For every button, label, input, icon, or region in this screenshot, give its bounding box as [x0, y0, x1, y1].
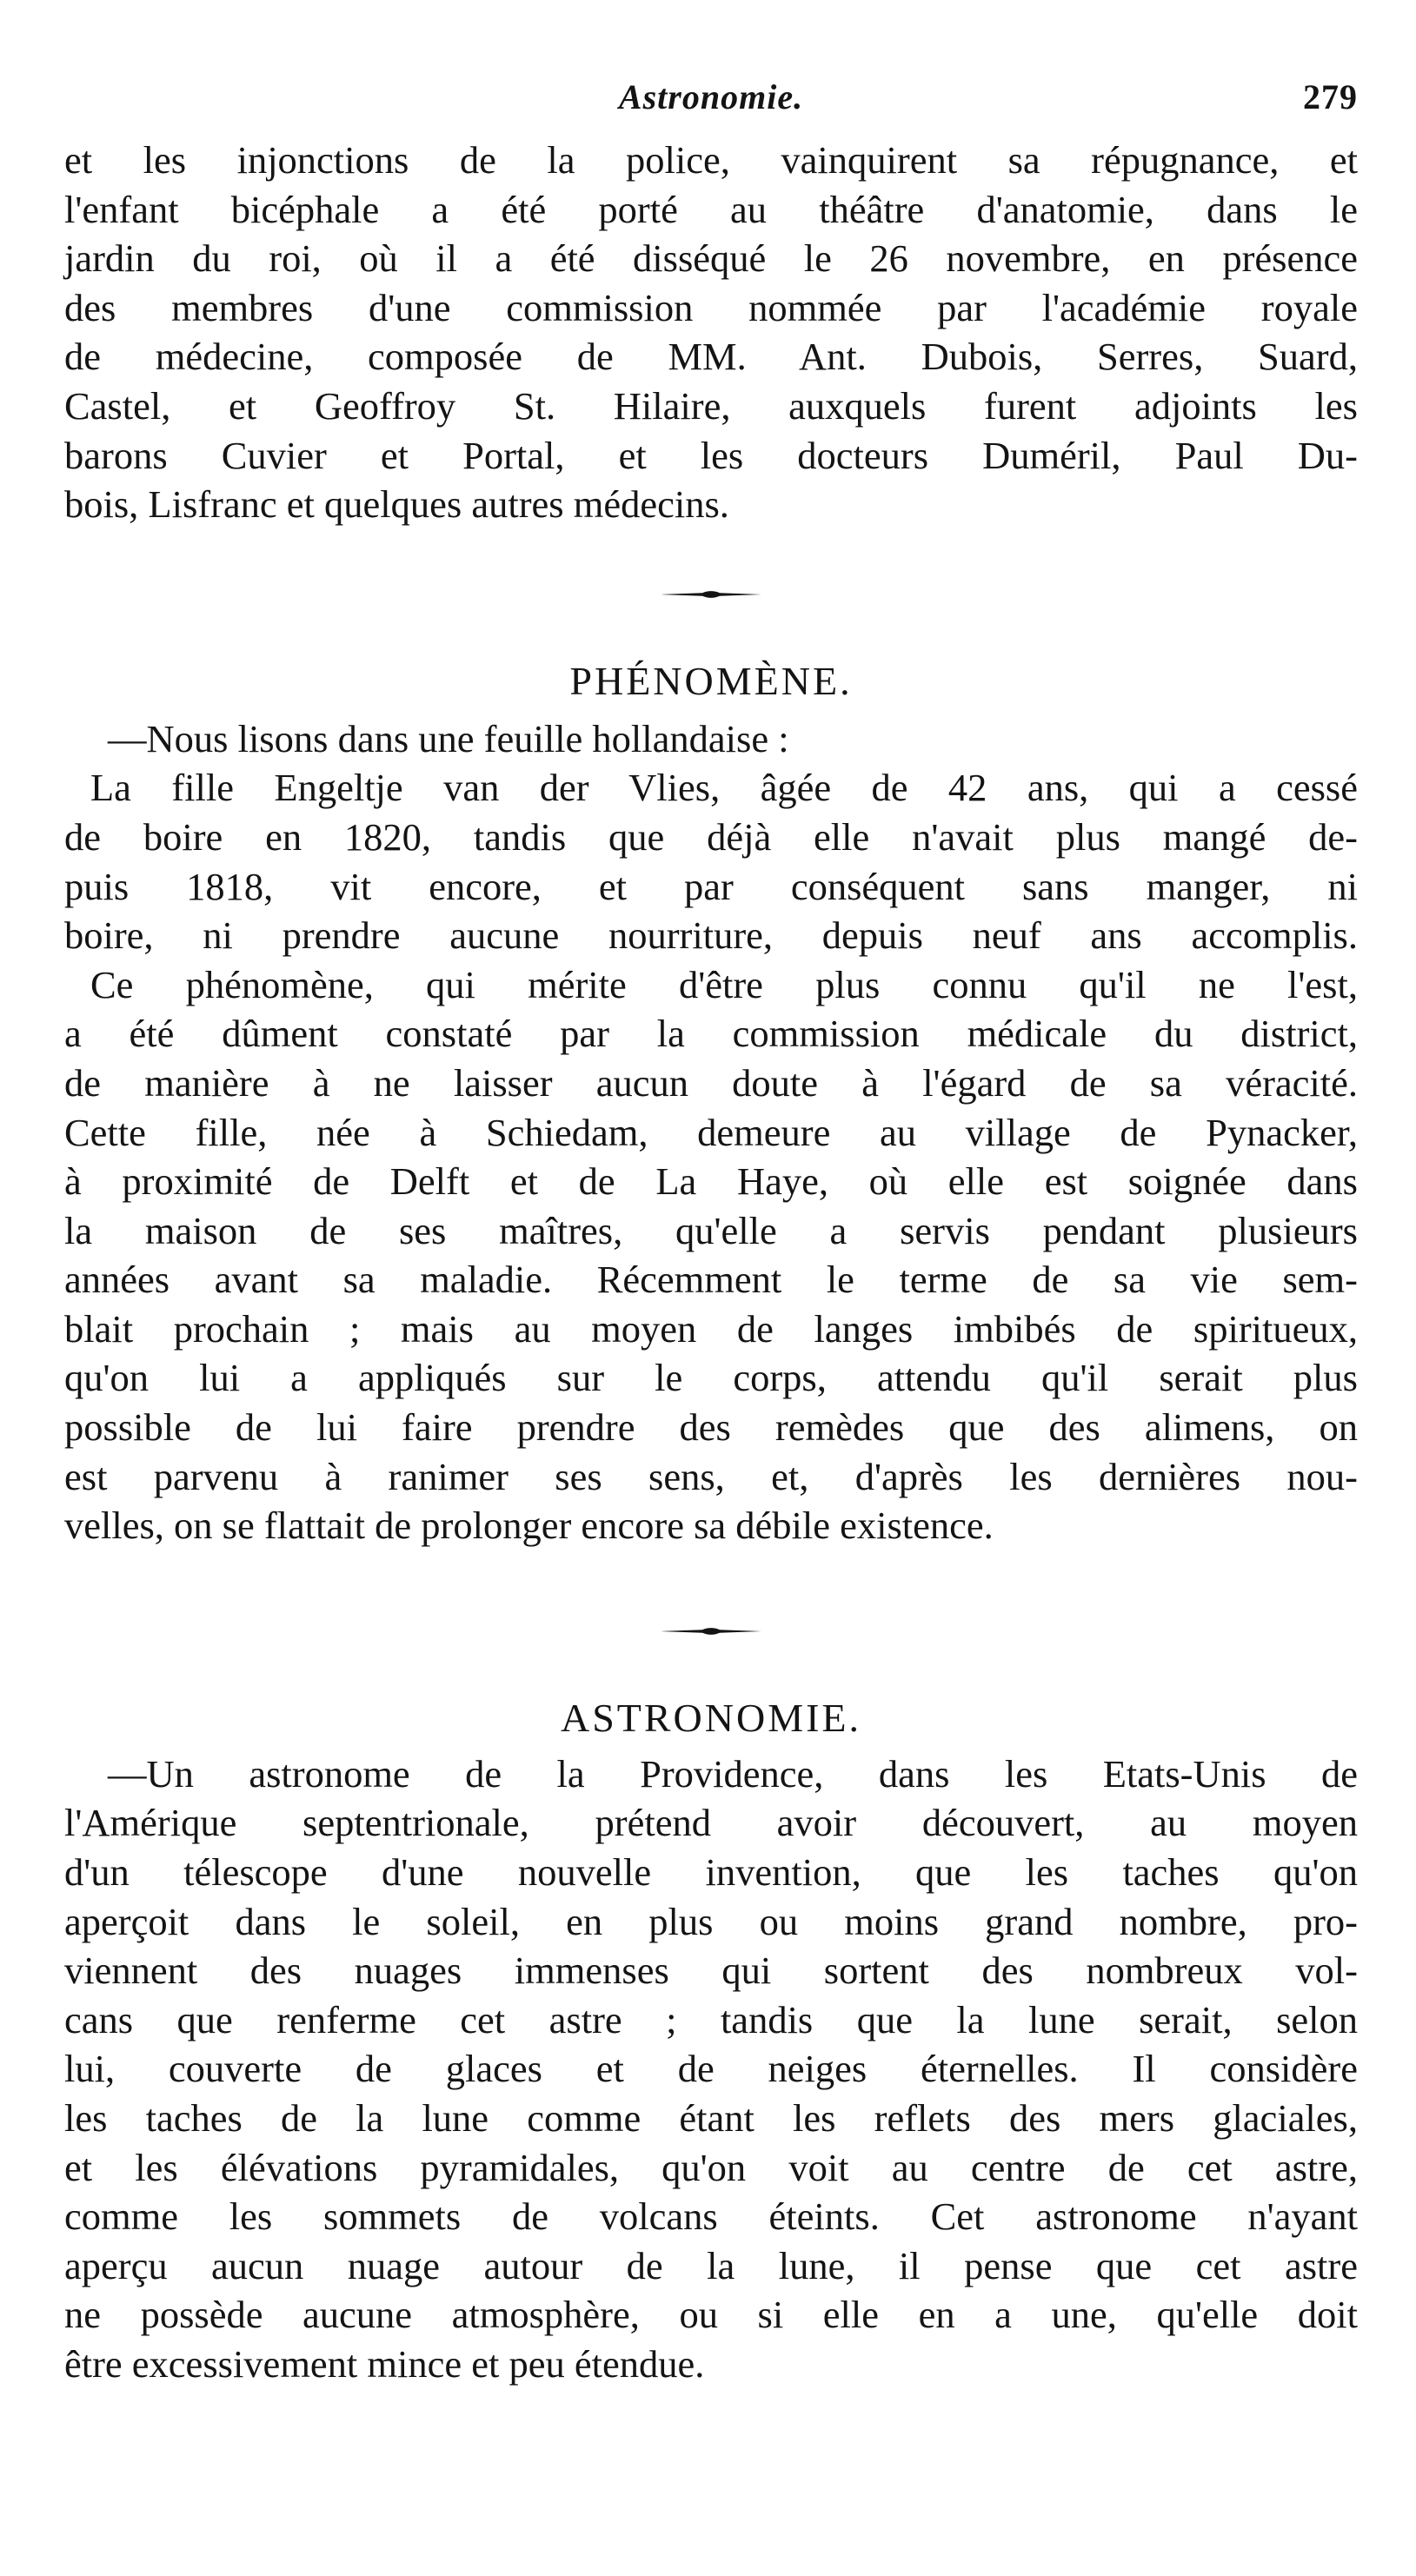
text-line: Castel, et Geoffroy St. Hilaire, auxquels furent adjoints les — [64, 383, 1358, 428]
text-line: l'enfant bicéphale a été porté au théâtre d'anatomie, dans le — [64, 187, 1358, 231]
phenomene-paragraph-1 — [64, 763, 1358, 959]
text-line: est parvenu à ranimer ses sens, et, d'après les dernières nou- — [64, 1454, 1358, 1498]
continuation-paragraph — [64, 136, 1358, 529]
section-heading-astronomie: ASTRONOMIE. — [560, 1695, 862, 1740]
section-separator — [659, 1625, 763, 1637]
text-line: à proximité de Delft et de La Haye, où elle est soignée dans — [64, 1159, 1358, 1204]
book-page — [64, 76, 1358, 2389]
text-line: puis 1818, vit encore, et par conséquent sans manger, ni — [64, 864, 1358, 908]
phenomene-text — [64, 714, 1358, 1550]
section-separator — [659, 588, 763, 601]
text-line: Ce phénomène, qui mérite d'être plus connu qu'il ne l'est, — [90, 962, 1358, 1006]
text-line: blait prochain ; mais au moyen de langes imbibés de spiritueux, — [64, 1306, 1358, 1351]
running-title: Astronomie. — [618, 77, 804, 116]
text-line: a été dûment constaté par la commission médicale du district, — [64, 1012, 1358, 1056]
astronomie-paragraph — [64, 1749, 1358, 2389]
text-line: la maison de ses maîtres, qu'elle a servis pendant plusieurs — [64, 1208, 1358, 1252]
text-line: et les injonctions de la police, vainquirent sa répugnance, et — [64, 138, 1358, 182]
text-line: barons Cuvier et Portal, et les docteurs Duméril, Paul Du- — [64, 433, 1358, 477]
text-line: aperçoit dans le soleil, en plus ou moins grand nombre, pro- — [64, 1899, 1358, 1943]
text-line: les taches de la lune comme étant les reflets des mers glaciales, — [64, 2096, 1358, 2140]
text-line: bois, Lisfranc et quelques autres médecins. — [64, 482, 729, 527]
intro-line: —Nous lisons dans une feuille hollandaise : — [108, 716, 789, 760]
text-line: Cette fille, née à Schiedam, demeure au village de Pynacker, — [64, 1110, 1358, 1154]
text-line: jardin du roi, où il a été disséqué le 26 novembre, en présence — [64, 236, 1358, 281]
text-line: —Un astronome de la Providence, dans les Etats-Unis de — [108, 1751, 1358, 1796]
text-line: possible de lui faire prendre des remèdes que des alimens, on — [64, 1405, 1358, 1450]
page-number: 279 — [1303, 77, 1358, 116]
text-line: d'un télescope d'une nouvelle invention, que les taches qu'on — [64, 1850, 1358, 1895]
text-line: de boire en 1820, tandis que déjà elle n'avait plus mangé de- — [64, 814, 1358, 859]
text-line: comme les sommets de volcans éteints. Cet astronome n'ayant — [64, 2194, 1358, 2239]
text-line: lui, couverte de glaces et de neiges éternelles. Il considère — [64, 2047, 1358, 2091]
text-line: viennent des nuages immenses qui sortent des nombreux vol- — [64, 1949, 1358, 1993]
text-line: l'Amérique septentrionale, prétend avoir découvert, au moyen — [64, 1801, 1358, 1845]
text-line: de médecine, composée de MM. Ant. Dubois, Serres, Suard, — [64, 335, 1358, 379]
text-line: années avant sa maladie. Récemment le terme de sa vie sem- — [64, 1258, 1358, 1302]
phenomene-paragraph-2 — [64, 960, 1358, 1550]
text-line: ne possède aucune atmosphère, ou si elle en a une, qu'elle doit — [64, 2293, 1358, 2337]
text-line: être excessivement mince et peu étendue. — [64, 2341, 705, 2386]
text-line: de manière à ne laisser aucun doute à l'égard de sa véracité. — [64, 1060, 1358, 1105]
text-line: aperçu aucun nuage autour de la lune, il pense que cet astre — [64, 2243, 1358, 2287]
text-line: La fille Engeltje van der Vlies, âgée de 42 ans, qui a cessé — [90, 766, 1358, 810]
text-line: des membres d'une commission nommée par l'académie royale — [64, 285, 1358, 329]
text-line: et les élévations pyramidales, qu'on voit au centre de cet astre, — [64, 2145, 1358, 2189]
text-line: velles, on se flattait de prolonger encore sa débile existence. — [64, 1504, 994, 1548]
running-head — [64, 76, 1358, 129]
text-line: boire, ni prendre aucune nourriture, depuis neuf ans accomplis. — [64, 913, 1358, 958]
text-line: qu'on lui a appliqués sur le corps, attendu qu'il serait plus — [64, 1356, 1358, 1400]
text-line: cans que renferme cet astre ; tandis que la lune serait, selon — [64, 1997, 1358, 2042]
section-heading-phenomene: PHÉNOMÈNE. — [569, 658, 853, 703]
